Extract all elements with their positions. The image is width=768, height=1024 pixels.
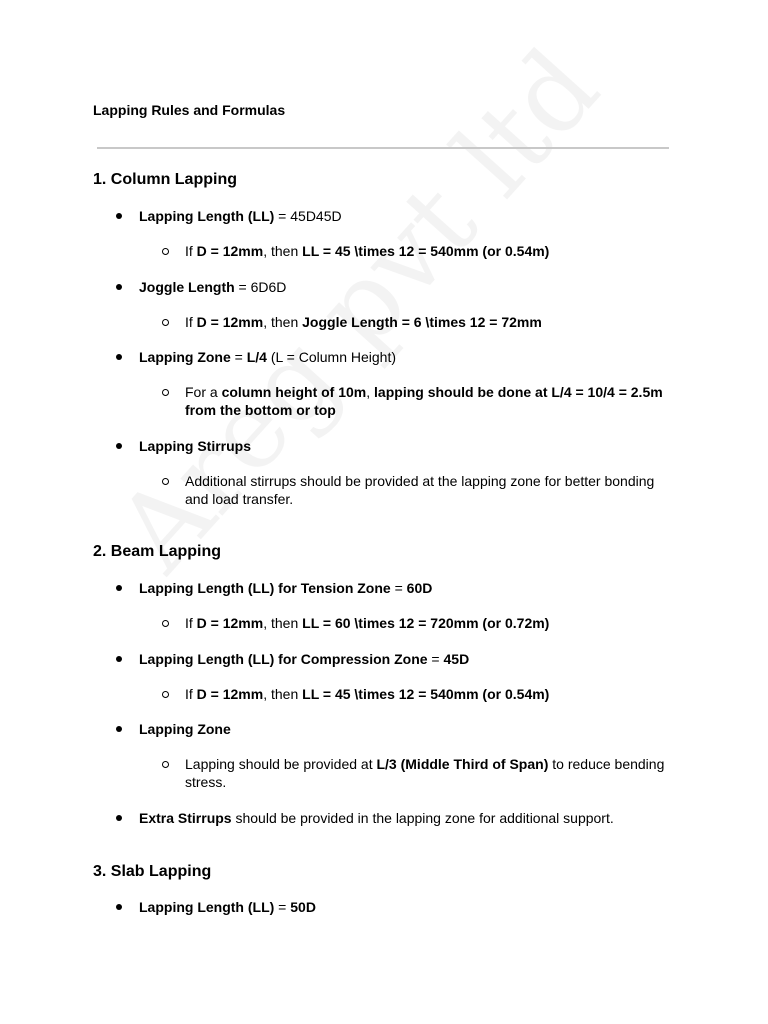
sub-list-item: If D = 12mm, then LL = 60 \times 12 = 720mm (or 0.72m) [185, 615, 550, 631]
bullet-icon [116, 443, 122, 449]
list-item: Lapping Zone = L/4 (L = Column Height) [139, 349, 397, 365]
bullet-icon [116, 726, 122, 732]
list-item: Lapping Stirrups [139, 438, 251, 454]
bullet-icon [116, 213, 122, 219]
bullet-icon [116, 815, 122, 821]
section-heading-beam-lapping: 2. Beam Lapping [93, 543, 222, 560]
horizontal-divider [97, 147, 669, 149]
bullet-icon [116, 354, 122, 360]
list-item: Extra Stirrups should be provided in the lapping zone for additional support. [139, 810, 614, 826]
list-item: Joggle Length = 6D6D [139, 279, 287, 295]
list-item: Lapping Length (LL) = 50D [139, 899, 316, 915]
bullet-icon [116, 656, 122, 662]
list-item: Lapping Length (LL) for Tension Zone = 60D [139, 580, 433, 596]
sub-bullet-icon [162, 691, 169, 698]
list-item: Lapping Length (LL) = 45D45D [139, 208, 342, 224]
sub-bullet-icon [162, 620, 169, 627]
section-heading-column-lapping: 1. Column Lapping [93, 171, 237, 188]
bullet-icon [116, 284, 122, 290]
document-title: Lapping Rules and Formulas [93, 102, 286, 118]
sub-list-item: If D = 12mm, then LL = 45 \times 12 = 540mm (or 0.54m) [185, 243, 550, 259]
sub-list-item: Additional stirrups should be provided at the lapping zone for better bonding and load transfer. [185, 473, 655, 507]
bullet-icon [116, 904, 122, 910]
sub-bullet-icon [162, 248, 169, 255]
bullet-icon [116, 585, 122, 591]
list-item: Lapping Length (LL) for Compression Zone = 45D [139, 651, 470, 667]
sub-list-item: If D = 12mm, then LL = 45 \times 12 = 540mm (or 0.54m) [185, 686, 550, 702]
sub-bullet-icon [162, 761, 169, 768]
sub-list-item: Lapping should be provided at L/3 (Middle Third of Span) to reduce bending stress. [185, 756, 665, 790]
sub-bullet-icon [162, 319, 169, 326]
sub-bullet-icon [162, 478, 169, 485]
sub-bullet-icon [162, 389, 169, 396]
list-item: Lapping Zone [139, 721, 231, 737]
sub-list-item: For a column height of 10m, lapping should be done at L/4 = 10/4 = 2.5m from the bottom or top [185, 384, 663, 418]
sub-list-item: If D = 12mm, then Joggle Length = 6 \times 12 = 72mm [185, 314, 542, 330]
section-heading-slab-lapping: 3. Slab Lapping [93, 863, 212, 880]
